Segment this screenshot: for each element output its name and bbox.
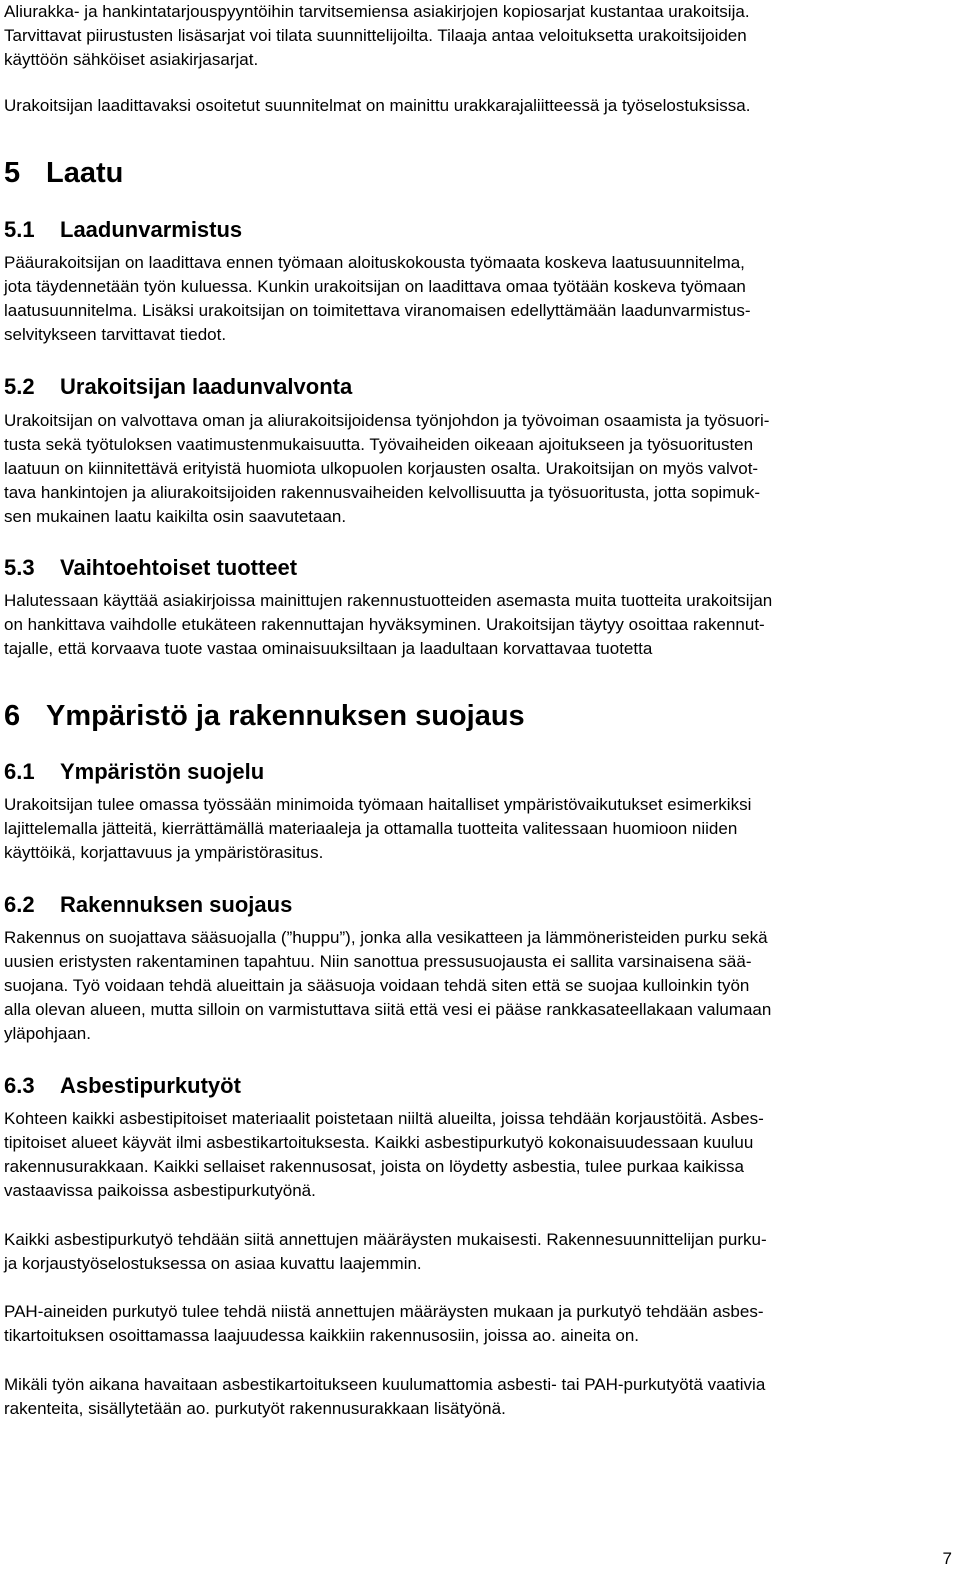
text-line: tava hankintojen ja aliurakoitsijoiden rakennusvaiheiden kelvollisuutta ja työsuoritusta, jotta sopimuk- — [4, 483, 760, 502]
text-line: rakenteita, sisällytetään ao. purkutyöt rakennusurakkaan lisätyönä. — [4, 1399, 506, 1418]
text-line: Urakoitsijan on valvottava oman ja aliurakoitsijoidensa työnjohdon ja työvoiman osaamista ja työsuori- — [4, 411, 770, 430]
text-line: uusien eristysten rakentaminen tapahtuu. Niin sanottua pressusuojausta ei sallita varsinaisena sää- — [4, 952, 752, 971]
subsection-heading-6-3 — [4, 1072, 241, 1100]
paragraph-6-1 — [4, 793, 751, 865]
text-line: Aliurakka- ja hankintatarjouspyyntöihin tarvitsemiensa asiakirjojen kopiosarjat kustantaa urakoitsija. — [4, 2, 750, 21]
section-title: Laatu — [46, 157, 124, 189]
subsection-title: Asbestipurkutyöt — [60, 1073, 241, 1098]
intro-paragraph-2 — [4, 94, 750, 118]
text-line: Rakennus on suojattava sääsuojalla (”huppu”), jonka alla vesikatteen ja lämmöneristeiden purku sekä — [4, 928, 768, 947]
text-line: Urakoitsijan tulee omassa työssään minimoida työmaan haitalliset ympäristövaikutukset esimerkiksi — [4, 795, 752, 814]
subsection-heading-5-1 — [4, 216, 242, 244]
subsection-number: 5.2 — [4, 374, 35, 399]
text-line: Mikäli työn aikana havaitaan asbestikartoitukseen kuulumattomia asbesti- tai PAH-purkutyötä vaativia — [4, 1375, 766, 1394]
section-number: 5 — [4, 157, 21, 189]
section-number: 6 — [4, 700, 21, 732]
paragraph-6-3-4 — [4, 1373, 765, 1421]
subsection-number: 5.3 — [4, 555, 35, 580]
paragraph-6-2 — [4, 926, 771, 1046]
text-line: laatusuunnitelma. Lisäksi urakoitsijan on toimitettava viranomaisen edellyttämään laadunvarmistus- — [4, 301, 751, 320]
text-line: jota täydennetään työn kuluessa. Kunkin urakoitsijan on laadittava omaa työtään koskeva työmaan — [4, 277, 746, 296]
text-line: Kohteen kaikki asbestipitoiset materiaalit poistetaan niiltä alueilta, joissa tehdään korjaustöitä. Asbes- — [4, 1109, 764, 1128]
text-line: käyttöikä, korjattavuus ja ympäristörasitus. — [4, 843, 324, 862]
text-line: Tarvittavat piirustusten lisäsarjat voi tilata suunnittelijoilta. Tilaaja antaa veloituksetta urakoitsijoiden — [4, 26, 747, 45]
text-line: tipitoiset alueet käyvät ilmi asbestikartoituksesta. Kaikki asbestipurkutyö kokonaisuudessaan kuuluu — [4, 1133, 754, 1152]
subsection-title: Ympäristön suojelu — [60, 759, 265, 784]
text-line: suojana. Työ voidaan tehdä alueittain ja sääsuoja voidaan tehdä siten että se suojaa kulloinkin työn — [4, 976, 750, 995]
subsection-heading-6-1 — [4, 758, 264, 786]
subsection-heading-6-2 — [4, 891, 292, 919]
paragraph-6-3-1 — [4, 1107, 764, 1203]
paragraph-5-3 — [4, 589, 772, 661]
subsection-number: 6.3 — [4, 1073, 35, 1098]
text-line: käyttöön sähköiset asiakirjasarjat. — [4, 50, 259, 69]
subsection-number: 5.1 — [4, 217, 35, 242]
text-line: lajittelemalla jätteitä, kierrättämällä materiaaleja ja ottamalla tuotteita valitessaan huomioon niiden — [4, 819, 738, 838]
paragraph-6-3-2 — [4, 1228, 767, 1276]
intro-paragraph-1 — [4, 0, 750, 72]
text-line: Halutessaan käyttää asiakirjoissa mainittujen rakennustuotteiden asemasta muita tuotteita urakoitsijan — [4, 591, 773, 610]
section-heading-5 — [4, 156, 123, 190]
text-line: rakennusurakkaan. Kaikki sellaiset rakennusosat, joista on löydetty asbestia, tulee purkaa kaikissa — [4, 1157, 744, 1176]
paragraph-5-2 — [4, 409, 769, 529]
subsection-number: 6.2 — [4, 892, 35, 917]
subsection-title: Laadunvarmistus — [60, 217, 243, 242]
text-line: on hankittava vaihdolle etukäteen rakennuttajan hyväksyminen. Urakoitsijan täytyy osoittaa rakennut- — [4, 615, 765, 634]
section-title: Ympäristö ja rakennuksen suojaus — [46, 700, 525, 732]
subsection-number: 6.1 — [4, 759, 35, 784]
subsection-title: Vaihtoehtoiset tuotteet — [60, 555, 298, 580]
subsection-heading-5-2 — [4, 373, 352, 401]
section-heading-6 — [4, 699, 525, 733]
text-line: yläpohjaan. — [4, 1024, 91, 1043]
text-line: Urakoitsijan laadittavaksi osoitetut suunnitelmat on mainittu urakkarajaliitteessä ja työselostuksissa. — [4, 96, 751, 115]
text-line: selvitykseen tarvittavat tiedot. — [4, 325, 227, 344]
page-number: 7 — [942, 1549, 952, 1568]
text-line: tusta sekä työtuloksen vaatimustenmukaisuutta. Työvaiheiden oikeaan ajoitukseen ja työsuoritusten — [4, 435, 754, 454]
paragraph-6-3-3 — [4, 1300, 764, 1348]
text-line: tajalle, että korvaava tuote vastaa ominaisuuksiltaan ja laadultaan korvattavaa tuotetta — [4, 639, 653, 658]
text-line: Pääurakoitsijan on laadittava ennen työmaan aloituskokousta työmaata koskeva laatusuunnitelma, — [4, 253, 745, 272]
subsection-title: Urakoitsijan laadunvalvonta — [60, 374, 353, 399]
text-line: sen mukainen laatu kaikilta osin saavutetaan. — [4, 507, 347, 526]
text-line: laatuun on kiinnitettävä erityistä huomiota ulkopuolen korjausten osalta. Urakoitsijan on myös valvot- — [4, 459, 759, 478]
text-line: alla olevan alueen, mutta silloin on varmistuttava siitä että vesi ei pääse rankkasateellakaan valumaan — [4, 1000, 772, 1019]
text-line: ja korjaustyöselostuksessa on asiaa kuvattu laajemmin. — [4, 1254, 422, 1273]
paragraph-5-1 — [4, 251, 751, 347]
text-line: PAH-aineiden purkutyö tulee tehdä niistä annettujen määräysten mukaan ja purkutyö tehdään asbes- — [4, 1302, 764, 1321]
text-line: tikartoituksen osoittamassa laajuudessa kaikkiin rakennusosiin, joissa ao. aineita on. — [4, 1326, 640, 1345]
text-line: Kaikki asbestipurkutyö tehdään siitä annettujen määräysten mukaisesti. Rakennesuunnittelijan purku- — [4, 1230, 767, 1249]
text-line: vastaavissa paikoissa asbestipurkutyönä. — [4, 1181, 316, 1200]
subsection-title: Rakennuksen suojaus — [60, 892, 293, 917]
subsection-heading-5-3 — [4, 554, 297, 582]
